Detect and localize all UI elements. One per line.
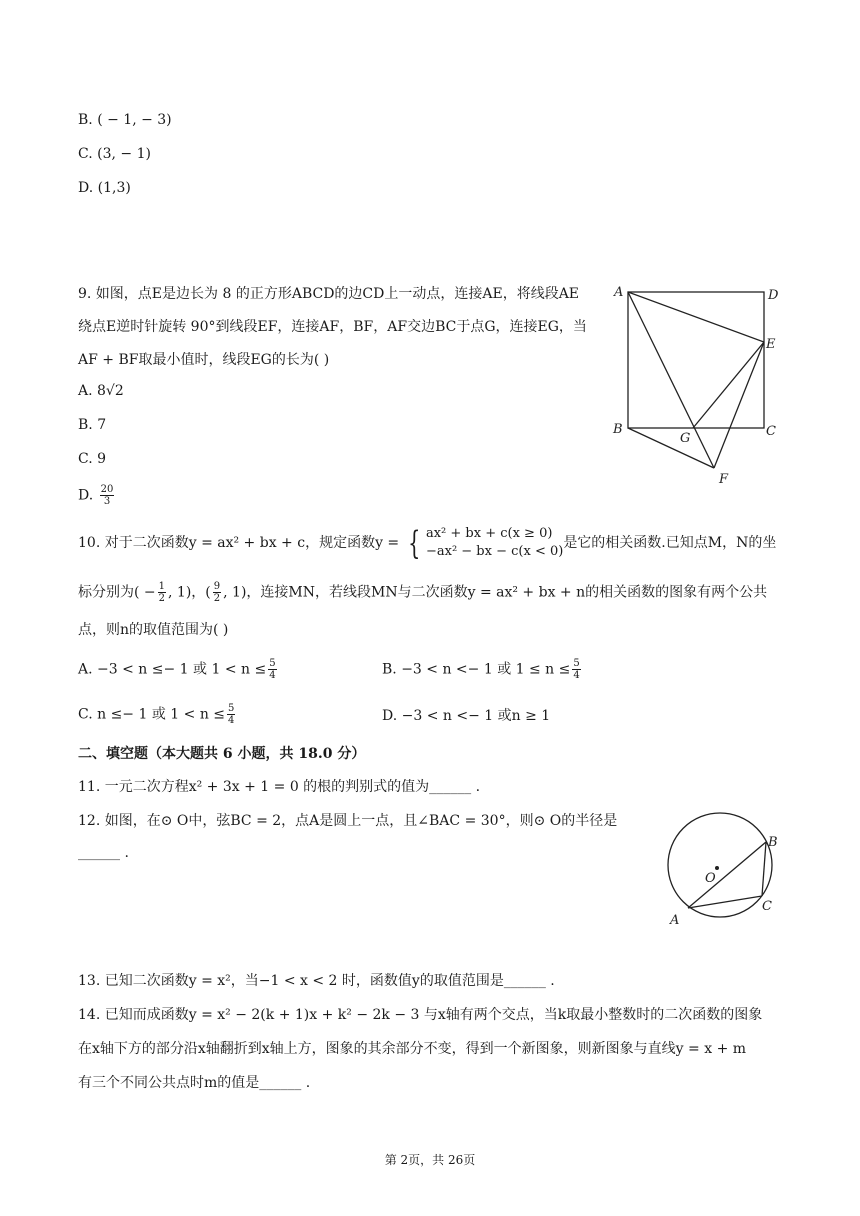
section-heading-fill-in: 二、填空题（本大题共 6 小题，共 18.0 分）: [78, 746, 366, 762]
fraction-numerator: 9: [213, 581, 221, 592]
piece-2: −ax² − bx − c(x < 0): [425, 544, 564, 559]
chord-ab: [688, 842, 766, 908]
q14-stem-line1: 14. 已知而成函数y = x² − 2(k + 1)x + k² − 2k − 3 与x轴有两个交点，当k取最小整数时的二次函数的图象: [78, 1007, 763, 1023]
q12-stem-line2: ______ .: [78, 845, 129, 861]
q9-option-a: A. 8√2: [78, 383, 124, 399]
segment-eg: [693, 342, 764, 428]
fraction-denominator: 4: [228, 715, 235, 726]
fraction-n: [213, 581, 221, 604]
page-footer: 第 2页，共 26页: [384, 1153, 476, 1167]
fraction-numerator: 5: [573, 658, 580, 669]
fraction-numerator: 5: [228, 703, 235, 714]
q12-stem-line1: 12. 如图，在⊙ O中，弦BC = 2，点A是圆上一点，且∠BAC = 30°，则⊙ O的半径是: [78, 813, 618, 829]
fraction-numerator: 20: [100, 484, 114, 495]
q10-stem-part1: 10. 对于二次函数y = ax² + bx + c，规定函数y =: [78, 535, 404, 551]
q10-stem-line2-c: , 1)，连接MN，若线段MN与二次函数y = ax² + bx + n的相关函数的图象有两个公共: [223, 584, 768, 601]
label-d: D: [768, 288, 779, 303]
fraction-denominator: 4: [269, 670, 276, 681]
label-c: C: [762, 899, 772, 914]
q9-option-d-prefix: D.: [78, 487, 98, 504]
fraction-numerator: 1: [158, 581, 166, 592]
q10-stem-line1: [78, 525, 776, 561]
label-b: B: [768, 835, 778, 850]
label-g: G: [680, 431, 691, 446]
q9-option-d: [78, 484, 116, 507]
fraction: [572, 658, 580, 681]
q11-stem: 11. 一元二次方程x² + 3x + 1 = 0 的根的判别式的值为______ .: [78, 779, 481, 795]
q8-option-d: D. (1,3): [78, 180, 131, 196]
q14-stem-line2: 在x轴下方的部分沿x轴翻折到x轴上方，图象的其余部分不变，得到一个新图象，则新图象与直线y = x + m: [78, 1041, 747, 1057]
q12-circle-figure: [660, 810, 790, 930]
q10-option-d: D. −3 < n <− 1 或n ≥ 1: [382, 708, 551, 724]
center-point: [715, 866, 719, 870]
q10-stem-line2-a: 标分别为( −: [78, 584, 156, 601]
q14-stem-line3: 有三个不同公共点时m的值是______ .: [78, 1075, 311, 1091]
q10-option-a: [78, 658, 279, 681]
piece-1: ax² + bx + c(x ≥ 0): [425, 526, 553, 541]
q9-option-d-fraction: [100, 484, 115, 507]
label-a: A: [670, 913, 680, 928]
q9-stem-line2: 绕点E逆时针旋转 90°到线段EF，连接AF，BF，AF交边BC于点G，连接EG，当: [78, 319, 587, 335]
q13-stem: 13. 已知二次函数y = x²，当−1 < x < 2 时，函数值y的取值范围是______ .: [78, 973, 555, 989]
fraction-denominator: 3: [103, 496, 111, 507]
fraction-denominator: 2: [213, 593, 221, 604]
label-o: O: [705, 871, 716, 886]
q8-option-c: C. (3, − 1): [78, 146, 151, 162]
label-f: F: [719, 472, 729, 487]
segment-ef: [714, 342, 764, 468]
q10-piecewise-function: { ax² + bx + c(x ≥ 0) −ax² − bx − c(x < 0): [407, 524, 564, 562]
fraction: [227, 703, 235, 726]
q10-option-b: [382, 658, 583, 681]
q8-option-b: B. ( − 1, − 3): [78, 112, 172, 128]
label-a: A: [614, 285, 624, 300]
q9-option-b: B. 7: [78, 417, 107, 433]
q10-stem-line2: [78, 581, 767, 604]
fraction: [268, 658, 276, 681]
q9-square-figure: [608, 280, 788, 490]
q10-option-c-text: C. n ≤− 1 或 1 < n ≤: [78, 706, 226, 723]
fraction-denominator: 4: [573, 670, 580, 681]
q9-stem-line3: AF + BF取最小值时，线段EG的长为( ): [78, 352, 330, 368]
label-b: B: [613, 422, 623, 437]
fraction-numerator: 5: [269, 658, 276, 669]
q10-option-c: [78, 703, 237, 726]
q10-stem-line2-b: , 1)，(: [168, 584, 211, 601]
q10-option-b-text: B. −3 < n <− 1 或 1 ≤ n ≤: [382, 661, 571, 678]
label-c: C: [766, 424, 776, 439]
square-abcd: [628, 292, 764, 428]
chord-bc: [762, 842, 766, 896]
q10-stem-line3: 点，则n的取值范围为( ): [78, 622, 229, 638]
fraction-denominator: 2: [158, 593, 166, 604]
q9-stem-line1: 9. 如图，点E是边长为 8 的正方形ABCD的边CD上一动点，连接AE，将线段AE: [78, 286, 580, 302]
q10-option-a-text: A. −3 < n ≤− 1 或 1 < n ≤: [78, 661, 267, 678]
circle-o: [668, 813, 772, 917]
label-e: E: [766, 337, 776, 352]
q9-option-c: C. 9: [78, 451, 107, 467]
segment-bf: [628, 428, 714, 468]
q10-stem-part2: 是它的相关函数.已知点M，N的坐: [563, 535, 777, 551]
fraction-m: [158, 581, 166, 604]
